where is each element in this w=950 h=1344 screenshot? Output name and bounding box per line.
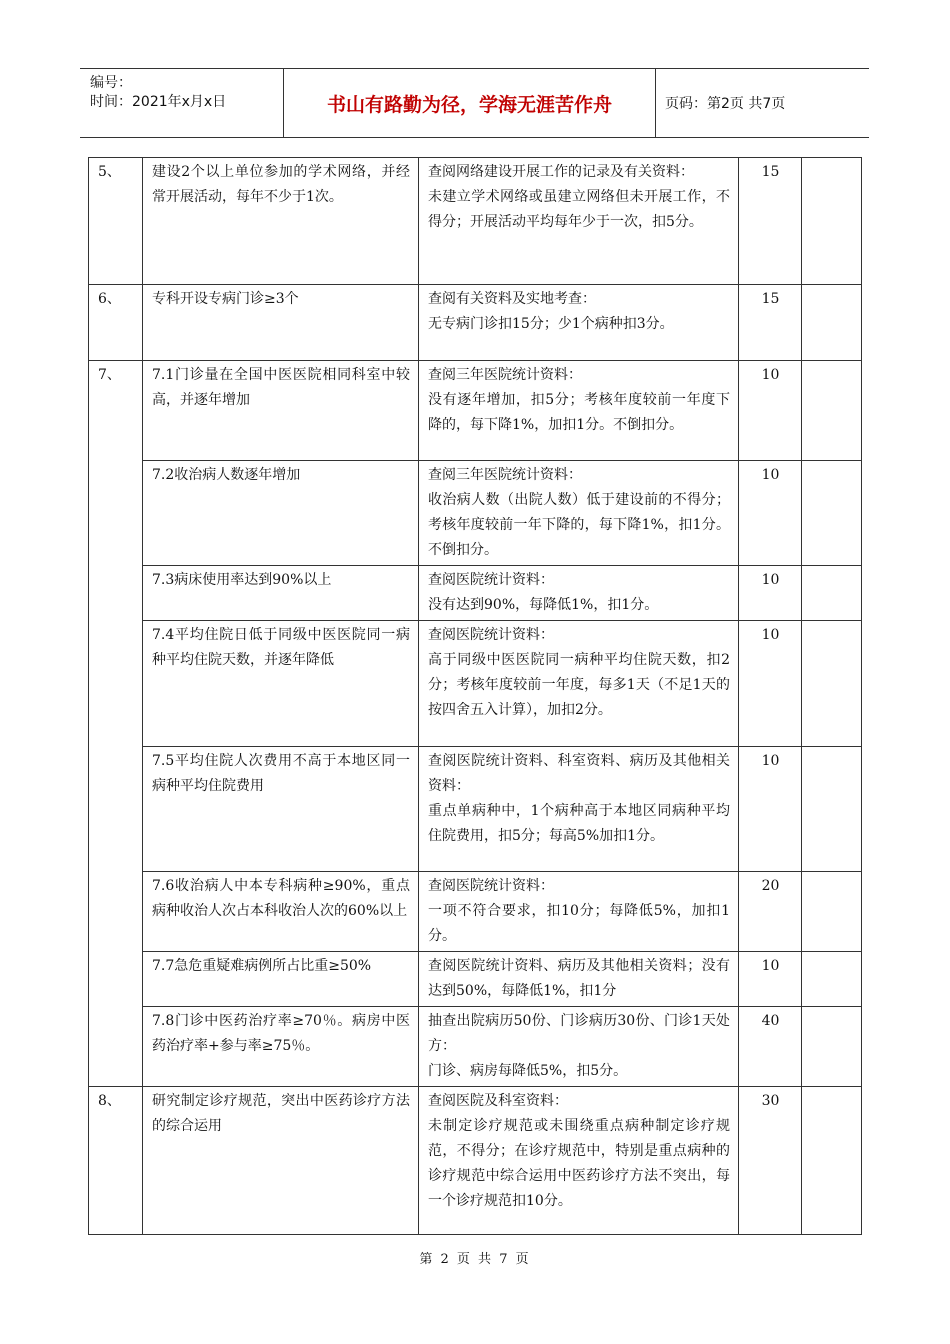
method-line: 查阅有关资料及实地考查： [428, 291, 596, 307]
method-line: 查阅医院统计资料： [428, 627, 554, 643]
method-line: 门诊、病房每降低5%，扣5分。 [428, 1063, 628, 1079]
method-line: 一项不符合要求，扣10分；每降低5%，加扣1分。 [428, 903, 730, 944]
table-row [89, 1087, 862, 1235]
score: 15 [739, 158, 802, 285]
table-row [89, 566, 862, 621]
evaluation-item: 7.2收治病人数逐年增加 [143, 461, 419, 566]
method-line: 没有达到90%，每降低1%，扣1分。 [428, 597, 659, 613]
row-number: 5、 [89, 158, 143, 285]
score: 15 [739, 285, 802, 361]
empty-cell [802, 461, 862, 566]
empty-cell [802, 872, 862, 952]
evaluation-method [419, 158, 739, 285]
table-row [89, 747, 862, 872]
table-row [89, 461, 862, 566]
score: 10 [739, 621, 802, 747]
evaluation-item: 7.8门诊中医药治疗率≥70％。病房中医药治疗率+参与率≥75％。 [143, 1007, 419, 1087]
score: 10 [739, 361, 802, 461]
method-line: 没有逐年增加，扣5分；考核年度较前一年度下降的，每下降1%，加扣1分。不倒扣分。 [428, 392, 730, 433]
score: 10 [739, 566, 802, 621]
score: 10 [739, 461, 802, 566]
empty-cell [802, 1007, 862, 1087]
table-row [89, 158, 862, 285]
score: 30 [739, 1087, 802, 1235]
evaluation-method [419, 872, 739, 952]
method-line: 查阅网络建设开展工作的记录及有关资料： [428, 164, 694, 180]
empty-cell [802, 621, 862, 747]
evaluation-method [419, 285, 739, 361]
table-row [89, 1007, 862, 1087]
method-line: 无专病门诊扣15分；少1个病种扣3分。 [428, 316, 674, 332]
evaluation-item: 7.7急危重疑难病例所占比重≥50% [143, 952, 419, 1007]
header-meta [80, 69, 283, 137]
method-line: 未建立学术网络或虽建立网络但未开展工作，不得分；开展活动平均每年少于一次，扣5分。 [428, 189, 730, 230]
evaluation-method [419, 361, 739, 461]
empty-cell [802, 158, 862, 285]
score: 10 [739, 952, 802, 1007]
table-row [89, 621, 862, 747]
method-line: 查阅医院统计资料、病历及其他相关资料；没有达到50%，每降低1%，扣1分 [428, 958, 730, 999]
empty-cell [802, 1087, 862, 1235]
evaluation-item: 7.6收治病人中本专科病种≥90%，重点病种收治人次占本科收治人次的60%以上 [143, 872, 419, 952]
page-footer: 第 2 页 共 7 页 [419, 1252, 531, 1267]
evaluation-method [419, 621, 739, 747]
method-line: 重点单病种中，1个病种高于本地区同病种平均住院费用，扣5分；每高5%加扣1分。 [428, 803, 730, 844]
method-line: 查阅三年医院统计资料： [428, 467, 582, 483]
empty-cell [802, 285, 862, 361]
method-line: 查阅医院及科室资料： [428, 1093, 568, 1109]
evaluation-item: 建设2个以上单位参加的学术网络，并经常开展活动，每年不少于1次。 [143, 158, 419, 285]
method-line: 查阅医院统计资料： [428, 878, 554, 894]
evaluation-item: 7.1门诊量在全国中医医院相同科室中较高，并逐年增加 [143, 361, 419, 461]
header-page-info: 页码：第2页 共7页 [665, 96, 786, 112]
row-number: 8、 [89, 1087, 143, 1235]
table-row [89, 952, 862, 1007]
evaluation-table [88, 157, 862, 1235]
row-number: 6、 [89, 285, 143, 361]
header-motto: 书山有路勤为径，学海无涯苦作舟 [283, 69, 656, 137]
empty-cell [802, 747, 862, 872]
method-line: 高于同级中医医院同一病种平均住院天数，扣2分；考核年度较前一年度，每多1天（不足1天的按四舍五入计算），加扣2分。 [428, 652, 730, 718]
row-number: 7、 [89, 361, 143, 1087]
evaluation-method [419, 1007, 739, 1087]
score: 40 [739, 1007, 802, 1087]
evaluation-method [419, 747, 739, 872]
table-row [89, 872, 862, 952]
evaluation-method [419, 1087, 739, 1235]
evaluation-item: 7.4平均住院日低于同级中医医院同一病种平均住院天数，并逐年降低 [143, 621, 419, 747]
evaluation-method [419, 566, 739, 621]
method-line: 查阅医院统计资料： [428, 572, 554, 588]
method-line: 查阅三年医院统计资料： [428, 367, 582, 383]
method-line: 抽查出院病历50份、门诊病历30份、门诊1天处方： [428, 1013, 730, 1054]
number-label: 编号： [90, 75, 132, 91]
score: 20 [739, 872, 802, 952]
evaluation-method [419, 461, 739, 566]
table-row [89, 361, 862, 461]
time-label: 时间：2021年x月x日 [90, 94, 227, 110]
evaluation-method [419, 952, 739, 1007]
empty-cell [802, 566, 862, 621]
evaluation-item: 7.3病床使用率达到90%以上 [143, 566, 419, 621]
table-row [89, 285, 862, 361]
evaluation-item: 研究制定诊疗规范，突出中医药诊疗方法的综合运用 [143, 1087, 419, 1235]
evaluation-item: 7.5平均住院人次费用不高于本地区同一病种平均住院费用 [143, 747, 419, 872]
method-line: 未制定诊疗规范或未围绕重点病种制定诊疗规范，不得分；在诊疗规范中，特别是重点病种的诊疗规范中综合运用中医药诊疗方法不突出，每一个诊疗规范扣10分。 [428, 1118, 730, 1209]
empty-cell [802, 361, 862, 461]
empty-cell [802, 952, 862, 1007]
page-header [80, 68, 869, 138]
score: 10 [739, 747, 802, 872]
method-line: 查阅医院统计资料、科室资料、病历及其他相关资料： [428, 753, 730, 794]
method-line: 收治病人数（出院人数）低于建设前的不得分；考核年度较前一年下降的，每下降1%，扣1分。不倒扣分。 [428, 492, 730, 558]
evaluation-item: 专科开设专病门诊≥3个 [143, 285, 419, 361]
